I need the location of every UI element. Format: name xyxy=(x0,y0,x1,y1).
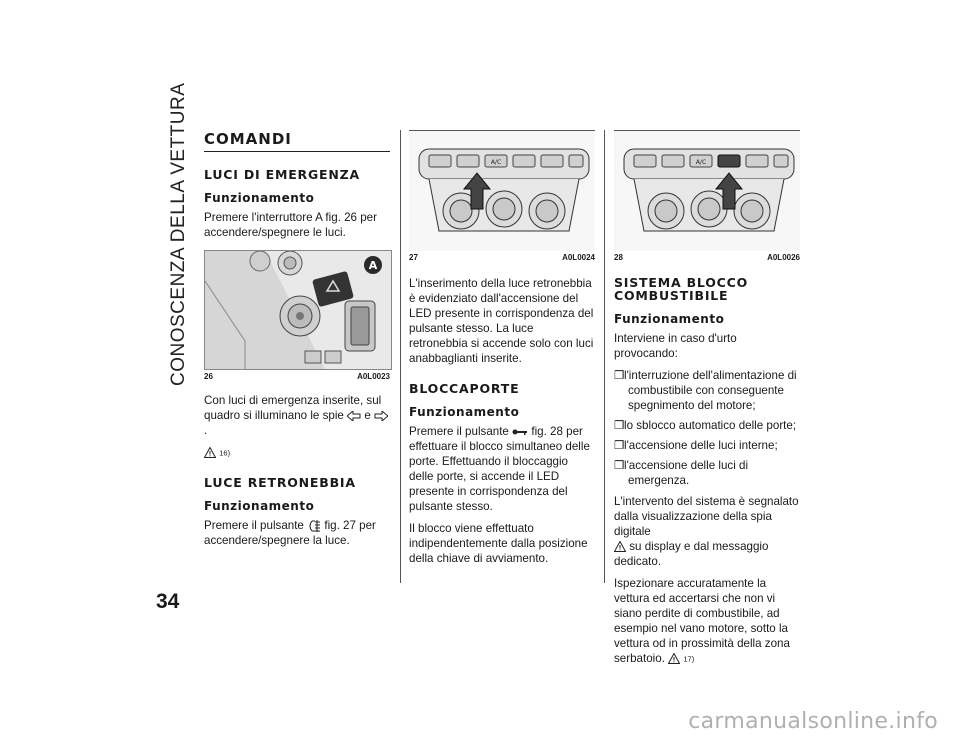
figure-number: 27 xyxy=(409,253,418,262)
subheading: Funzionamento xyxy=(614,312,725,326)
rear-fog-light-icon xyxy=(307,520,321,532)
warning-triangle-icon xyxy=(204,447,216,458)
figure-callout-a: A xyxy=(368,259,378,272)
figure-code: A0L0024 xyxy=(562,253,595,262)
checkbox-bullet-icon: ❒ xyxy=(614,439,625,452)
figure-number: 26 xyxy=(204,372,213,381)
paragraph: Premere l'interruttore A fig. 26 per accendere/spegnere le luci. xyxy=(204,211,377,239)
subheading: Funzionamento xyxy=(204,191,315,205)
column-3 xyxy=(614,130,800,673)
bullet-list xyxy=(614,368,800,488)
column-divider xyxy=(604,130,605,583)
watermark: carmanualsonline.info xyxy=(688,709,938,734)
paragraph: L'inserimento della luce retronebbia è evidenziato dall'accensione del LED presente in corrispondenza del pulsante stesso. La luce retronebbia si accende solo con luci anabbaglianti inserite. xyxy=(409,277,594,365)
list-item: ❒l'accensione delle luci di emergenza. xyxy=(614,459,749,487)
column-2 xyxy=(409,130,595,573)
figure-26 xyxy=(204,250,390,381)
paragraph: Ispezionare accuratamente la vettura ed accertarsi che non vi siano perdite di combustibile, ad esempio nel vano motore, sotto la vettura od in prossimità della zona serbatoio. 17) xyxy=(614,577,790,665)
warning-reference: 16) xyxy=(204,445,390,460)
ac-button-label: A/C xyxy=(490,159,502,166)
heading-fog-light: LUCE RETRONEBBIA xyxy=(204,475,356,491)
figure-27 xyxy=(409,130,595,262)
figure-28 xyxy=(614,130,800,262)
warning-triangle-icon xyxy=(668,653,680,664)
figure-number: 28 xyxy=(614,253,623,262)
list-item: ❒l'interruzione dell'alimentazione di combustibile con conseguente spegnimento del motore; xyxy=(614,369,797,412)
page-number: 34 xyxy=(156,590,180,613)
warning-triangle-icon xyxy=(614,541,626,552)
column-1 xyxy=(204,130,390,555)
key-lock-icon xyxy=(512,428,528,436)
figure-code: A0L0023 xyxy=(357,372,390,381)
left-turn-indicator-icon xyxy=(347,411,361,421)
subheading: Funzionamento xyxy=(204,499,315,514)
paragraph: Premere il pulsante fig. 28 per effettuare il blocco simultaneo delle porte. Effettuando il bloccaggio delle porte, si accende il LED presente in corrispondenza del pulsante stesso. xyxy=(409,425,590,513)
subheading: Funzionamento xyxy=(409,405,520,419)
heading-emergency-lights: LUCI DI EMERGENZA xyxy=(204,167,360,182)
paragraph: Con luci di emergenza inserite, sul quadro si illuminano le spie e . xyxy=(204,393,390,438)
checkbox-bullet-icon: ❒ xyxy=(614,419,625,432)
checkbox-bullet-icon: ❒ xyxy=(614,459,625,472)
ac-button-label: A/C xyxy=(695,159,707,166)
heading-fuel-cutoff: SISTEMA BLOCCO COMBUSTIBILE xyxy=(614,275,749,303)
paragraph: Premere il pulsante fig. 27 per accendere/spegnere la luce. xyxy=(204,519,376,548)
paragraph: Il blocco viene effettuato indipendentemente dalla posizione della chiave di avviamento. xyxy=(409,522,588,565)
right-turn-indicator-icon xyxy=(374,411,388,421)
section-title: COMANDI xyxy=(204,130,390,152)
paragraph: L'intervento del sistema è segnalato dalla visualizzazione della spia digitale su display e dal messaggio dedicato. xyxy=(614,495,799,568)
checkbox-bullet-icon: ❒ xyxy=(614,369,625,382)
heading-door-lock: BLOCCAPORTE xyxy=(409,381,520,396)
figure-code: A0L0026 xyxy=(767,253,800,262)
list-item: ❒l'accensione delle luci interne; xyxy=(614,439,778,452)
column-divider xyxy=(400,130,401,583)
list-item: ❒lo sblocco automatico delle porte; xyxy=(614,419,797,432)
paragraph: Interviene in caso d'urto provocando: xyxy=(614,332,737,360)
